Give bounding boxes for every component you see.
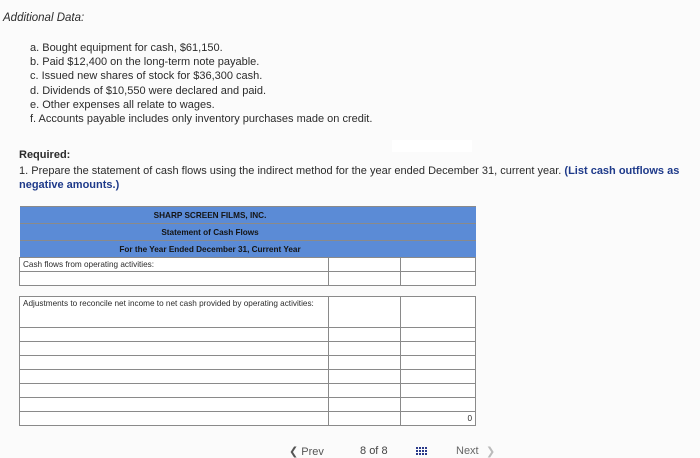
total-cell[interactable]: [401, 398, 476, 412]
description-cell[interactable]: [20, 356, 329, 370]
amount-cell[interactable]: [329, 412, 401, 426]
amount-input[interactable]: [329, 398, 400, 411]
description-input[interactable]: [20, 342, 328, 355]
cash-flow-statement-table: [19, 206, 476, 426]
table-row: [20, 412, 476, 426]
list-item: c. Issued new shares of stock for $36,300 cash.: [30, 70, 263, 83]
list-item: b. Paid $12,400 on the long-term note payable.: [30, 56, 260, 69]
total-cell[interactable]: [401, 258, 476, 272]
total-input[interactable]: [401, 328, 475, 341]
instruction-main: 1. Prepare the statement of cash flows using the indirect method for the year ended December 31, current year.: [19, 165, 562, 177]
table-row: [20, 272, 476, 286]
total-cell[interactable]: [401, 328, 476, 342]
description-cell[interactable]: [20, 328, 329, 342]
page-of: of: [369, 445, 379, 457]
header-row: [20, 224, 476, 241]
amount-input[interactable]: [329, 384, 400, 397]
table-row: [20, 328, 476, 342]
total-input[interactable]: [401, 384, 475, 397]
chevron-right-icon[interactable]: ❯: [486, 446, 496, 458]
header-row: [20, 207, 476, 224]
amount-input[interactable]: [329, 412, 400, 425]
description-cell[interactable]: [20, 398, 329, 412]
total-value: 0: [401, 412, 476, 426]
description-input[interactable]: [20, 398, 328, 411]
table-row: [20, 370, 476, 384]
next-button[interactable]: [456, 445, 479, 457]
amount-cell[interactable]: [329, 384, 401, 398]
total-cell[interactable]: [401, 384, 476, 398]
page-indicator: [360, 445, 388, 457]
amount-cell[interactable]: [329, 356, 401, 370]
description-input[interactable]: [20, 370, 328, 383]
description-cell[interactable]: [20, 370, 329, 384]
description-input[interactable]: [20, 412, 328, 425]
total-cell[interactable]: [401, 356, 476, 370]
description-cell[interactable]: [20, 342, 329, 356]
description-input[interactable]: [20, 272, 328, 285]
instruction-text: [19, 164, 699, 192]
page-current: 8: [360, 445, 367, 457]
page-navigation: [0, 445, 700, 456]
table-row: [20, 342, 476, 356]
next-label: Next: [456, 445, 479, 457]
prev-label: Prev: [301, 446, 324, 458]
blank-patch: [392, 140, 472, 152]
table-row: [20, 356, 476, 370]
list-item: f. Accounts payable includes only inventory purchases made on credit.: [30, 113, 373, 126]
description-input[interactable]: [20, 356, 328, 369]
table-row: [20, 384, 476, 398]
description-cell[interactable]: [20, 272, 329, 286]
amount-input[interactable]: [329, 356, 400, 369]
description-cell[interactable]: [20, 412, 329, 426]
amount-cell: [329, 297, 401, 328]
prev-button[interactable]: [289, 445, 324, 458]
operating-activities-label: Cash flows from operating activities:: [20, 258, 329, 272]
additional-data-list: [30, 41, 372, 126]
amount-cell[interactable]: [329, 370, 401, 384]
statement-period: For the Year Ended December 31, Current Year: [20, 241, 401, 258]
page-total: 8: [381, 445, 388, 457]
additional-data-title: Additional Data:: [3, 12, 85, 24]
total-input[interactable]: [401, 342, 475, 355]
required-heading: Required:: [19, 149, 71, 161]
amount-input[interactable]: [329, 342, 400, 355]
list-item: d. Dividends of $10,550 were declared and paid.: [30, 84, 267, 97]
description-input[interactable]: [20, 384, 328, 397]
amount-input[interactable]: [329, 258, 400, 271]
table-row: [20, 297, 476, 328]
instruction-emphasis: (List cash outflows as negative amounts.): [19, 165, 680, 191]
amount-input[interactable]: [329, 370, 400, 383]
amount-cell[interactable]: [329, 272, 401, 286]
chevron-left-icon: ❮: [289, 446, 299, 458]
grid-icon[interactable]: [416, 447, 427, 455]
adjustments-label: Adjustments to reconcile net income to net cash provided by operating activities:: [20, 297, 329, 328]
company-name: SHARP SCREEN FILMS, INC.: [20, 207, 401, 224]
spacer-row: [20, 286, 476, 297]
total-input[interactable]: [401, 370, 475, 383]
description-cell[interactable]: [20, 384, 329, 398]
amount-cell[interactable]: [329, 328, 401, 342]
amount-cell[interactable]: [329, 258, 401, 272]
total-cell[interactable]: [401, 342, 476, 356]
total-input[interactable]: [401, 258, 475, 271]
amount-input[interactable]: [329, 272, 400, 285]
total-input[interactable]: [401, 272, 475, 285]
amount-cell[interactable]: [329, 398, 401, 412]
amount-input[interactable]: [329, 328, 400, 341]
total-input[interactable]: [401, 356, 475, 369]
table-row: [20, 398, 476, 412]
amount-cell[interactable]: [329, 342, 401, 356]
header-row: [20, 241, 476, 258]
description-input[interactable]: [20, 328, 328, 341]
total-cell[interactable]: [401, 370, 476, 384]
list-item: e. Other expenses all relate to wages.: [30, 98, 215, 111]
table-row: [20, 258, 476, 272]
list-item: a. Bought equipment for cash, $61,150.: [30, 42, 223, 54]
total-cell: [401, 297, 476, 328]
statement-title: Statement of Cash Flows: [20, 224, 401, 241]
total-cell[interactable]: [401, 272, 476, 286]
total-input[interactable]: [401, 398, 475, 411]
